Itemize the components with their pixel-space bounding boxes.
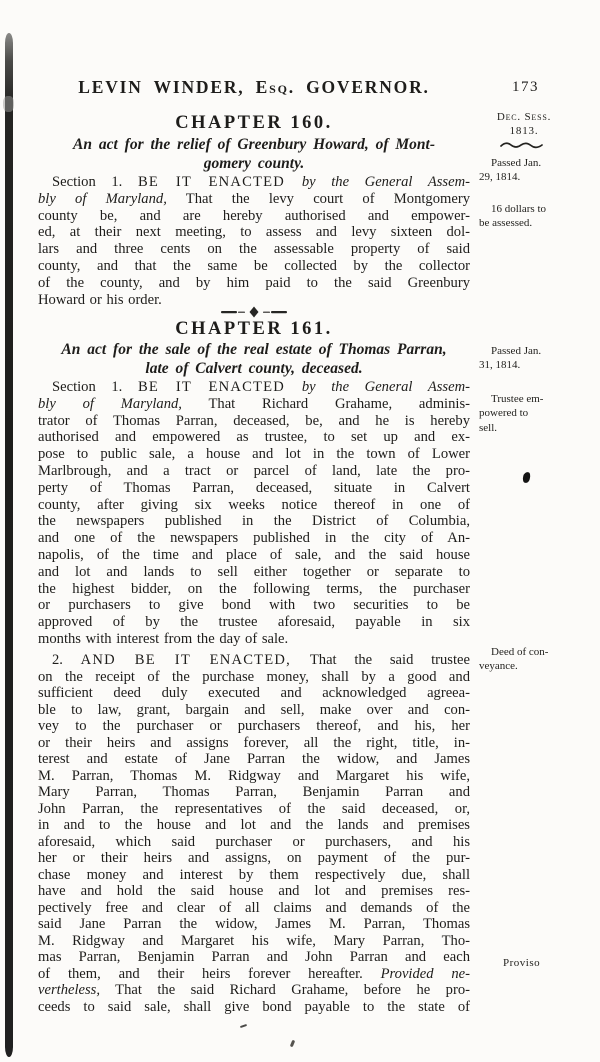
text-line: Dec. Sess. [496,111,552,123]
text-line: sell. [479,421,498,434]
text-line: mas Parran, Benjamin Parran and John Parran and each [38,949,470,965]
text-line: ble to law, grant, bargain and sell, make over and con- [38,701,470,718]
text-line: have and hold the said house and lot and premises res- [38,883,470,899]
text-line: napolis, of the time and place of sale, and the said house [38,546,470,563]
text-line: of the county, and by him paid to the said Greenbury [38,274,470,291]
text-segment: That the said Richard Grahame, before he pro- [100,982,470,998]
text-line: veyance. [479,660,518,673]
text-line: An act for the sale of the real estate of Thomas Parran, [61,341,447,358]
text-segment: Section 1. [52,174,138,190]
margin-note-passed-jan-31 [479,344,591,373]
text-line: aforesaid, which said purchaser or purchasers, and his [38,833,470,850]
text-line: terest and estate of Jane Parran the widow, and James [38,751,470,767]
text-line: Howard or his order. [38,291,162,308]
text-line: Deed of con- [491,646,549,658]
text-segment: by the General Assem- [301,379,470,395]
text-segment: 2. [52,652,81,668]
ink-speck [240,1024,247,1028]
chapter-160-section-1 [38,174,470,308]
margin-note-deed [479,645,591,674]
text-line: John Parran, the representatives of the said deceased, or, [38,800,470,817]
chapter-161-section-2 [38,652,470,1015]
scan-edge-band [5,33,13,1057]
text-line: Mary Parran, Thomas Parran, Benjamin Parran and [38,784,470,800]
text-line [38,966,470,983]
text-line: pose to public sale, a house and lot in the town of Lower [38,446,470,463]
text-line [38,652,470,669]
text-line [38,174,470,191]
text-line: Passed Jan. [491,157,542,169]
text-line: Marlbrough, and a tract or parcel of land, late the pro- [38,462,470,479]
text-line: M. Parran, Thomas M. Ridgway and Margaret his wife, [38,767,470,784]
margin-note-proviso: Proviso [503,957,541,969]
text-line: Passed Jan. [491,345,542,357]
text-line: in and to the house and lot and the lands and premises [38,817,470,833]
text-line [38,379,470,396]
text-line: the highest bidder, on the following terms, the purchaser [38,580,470,597]
chapter-160-heading: CHAPTER 160. [175,113,333,133]
text-line: approved of by the trustee aforesaid, payable in six [38,614,470,631]
ink-blot [522,471,531,483]
text-line: ceeds to said sale, shall give bond payable to the state of [38,998,470,1015]
text-line: lars and three cents on the assessable property of said [38,241,470,258]
text-line: sufficient deed duly executed and acknowledged agreea- [38,685,470,701]
text-segment: AND BE IT ENACTED, [80,652,310,668]
text-line: gomery county. [203,154,305,172]
scan-smudge [3,96,14,112]
text-line: and one of the newspapers published in the city of An- [38,530,470,547]
text-segment: bly of Maryland, [38,395,182,412]
text-line: perty of Thomas Parran, deceased, situate in Calvert [38,479,470,496]
margin-note-session [479,110,569,139]
text-segment: of them, and their heirs forever hereafter. [38,965,381,982]
margin-note-assessment [479,202,591,231]
page-number: 173 [512,79,539,95]
chapter-161-heading: CHAPTER 161. [175,319,333,339]
text-line: vey to the purchaser or purchasers thereof, and his, her [38,718,470,734]
text-line: Trustee em- [491,393,544,405]
text-line: 16 dollars to [491,203,546,215]
text-line: her or their heirs and assigns, on payment of the pur- [38,850,470,866]
text-line: county, and that the same be collected by the collector [38,257,470,274]
text-segment: BE IT ENACTED [137,379,302,395]
text-segment: That the said trustee [309,652,470,668]
text-line: said Jane Parran the widow, James M. Parran, Thomas [38,916,470,932]
text-segment: bly of Maryland, [38,190,167,207]
text-segment: Section 1. [52,379,138,395]
text-segment: vertheless, [38,982,101,998]
text-line: authorised and empowered as trustee, to set up and ex- [38,429,470,446]
text-line: chase money and interest by them respectively due, shall [38,866,470,883]
text-line: county be, and are hereby authorised and empower- [38,207,470,224]
running-head: LEVIN WINDER, Esq. GOVERNOR. [78,77,430,97]
text-line: 31, 1814. [479,359,521,372]
text-line [38,191,470,208]
text-line: M. Ridgway and Margaret his wife, Mary Parran, Tho- [38,932,470,949]
text-line: on the receipt of the purchase money, shall by a good and [38,668,470,685]
ink-speck [290,1040,295,1048]
text-segment: That the levy court of Montgomery [166,190,470,207]
text-segment: Provided ne- [380,965,470,982]
text-line: county, after giving six weeks notice thereof in one of [38,496,470,513]
text-line: late of Calvert county, deceased. [145,359,363,377]
text-line: powered to [479,407,529,420]
margin-note-passed-jan-29 [479,156,591,185]
text-line: pectively free and clear of all claims and demands of the [38,899,470,916]
text-segment: BE IT ENACTED [137,174,302,190]
text-line: or their heirs and assigns forever, all the right, title, in- [38,734,470,751]
text-line [38,396,470,413]
text-line: An act for the relief of Greenbury Howard, of Mont- [73,136,435,153]
text-line: and lot and lands to sell either together or separate to [38,563,470,580]
text-line: or purchasers to give bond with two securities to be [38,597,470,614]
text-line: be assessed. [479,217,533,230]
text-line: the newspapers published in the District of Columbia, [38,513,470,530]
text-line: 29, 1814. [479,171,521,184]
text-line [38,982,470,999]
chapter-161-section-1 [38,379,470,648]
chapter-160-act-title [38,136,470,173]
chapter-161-act-title [38,341,470,378]
text-line: trator of Thomas Parran, deceased, be, and he is hereby [38,412,470,429]
text-line: months with interest from the day of sale. [38,630,289,647]
text-line: ed, at their next meeting, to assess and levy sixteen dol- [38,224,470,241]
squiggle-ornament-icon [499,140,545,153]
margin-note-trustee [479,392,591,435]
text-segment: That Richard Grahame, adminis- [181,395,470,412]
text-line: 1813. [509,125,539,138]
text-segment: by the General Assem- [301,174,470,190]
